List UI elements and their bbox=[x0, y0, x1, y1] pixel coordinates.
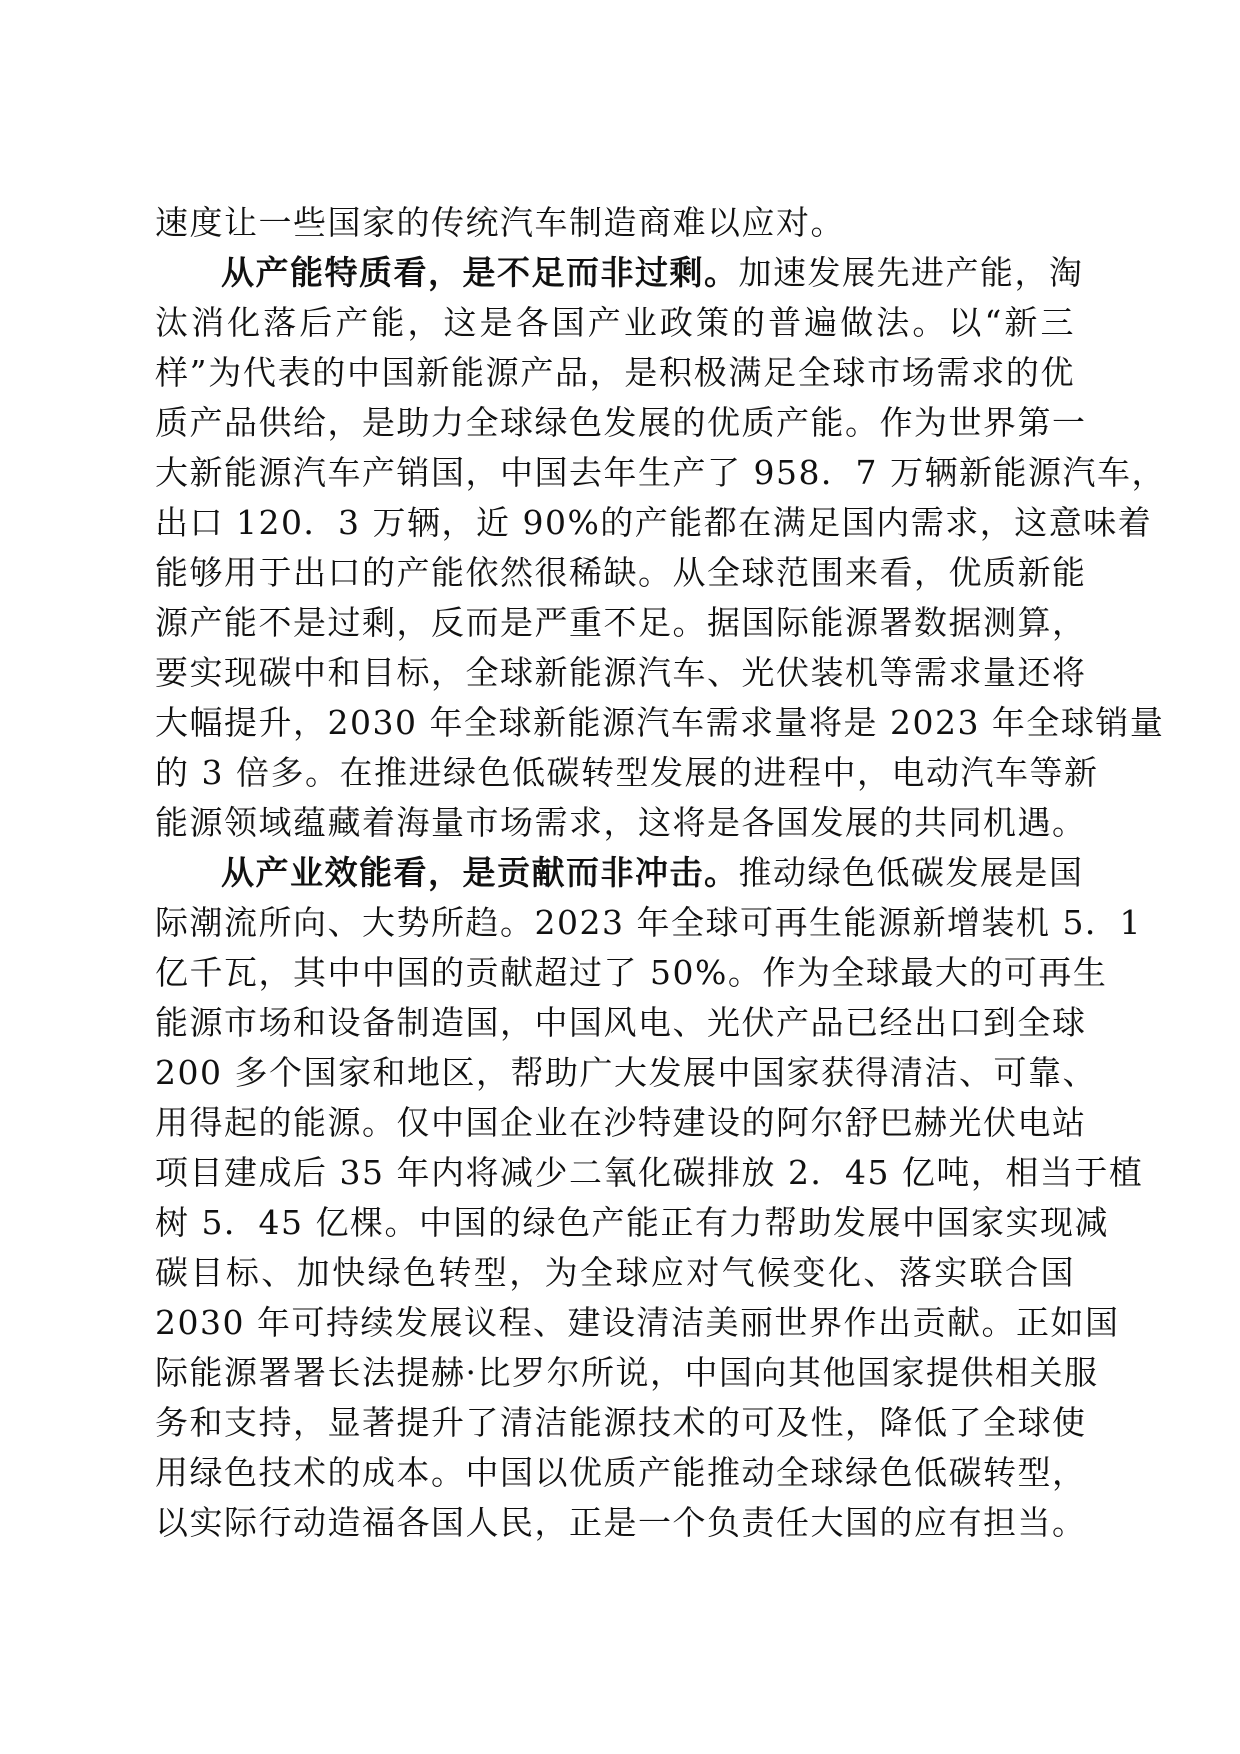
text-line: 务和支持，显著提升了清洁能源技术的可及性，降低了全球使 bbox=[155, 1403, 1087, 1442]
text-line: 能源市场和设备制造国，中国风电、光伏产品已经出口到全球 bbox=[155, 1003, 1087, 1042]
text-line: 大幅提升，2030 年全球新能源汽车需求量将是 2023 年全球销量 bbox=[155, 703, 1165, 742]
text-line: 样”为代表的中国新能源产品，是积极满足全球市场需求的优 bbox=[155, 353, 1075, 392]
text-line: 要实现碳中和目标，全球新能源汽车、光伏装机等需求量还将 bbox=[155, 653, 1087, 692]
text-line-rest: 加速发展先进产能，淘 bbox=[738, 253, 1084, 292]
paragraph-first-line bbox=[155, 848, 1084, 898]
text-line: 碳目标、加快绿色转型，为全球应对气候变化、落实联合国 bbox=[155, 1253, 1075, 1292]
text-line: 速度让一些国家的传统汽车制造商难以应对。 bbox=[155, 203, 845, 242]
text-line: 能源领域蕴藏着海量市场需求，这将是各国发展的共同机遇。 bbox=[155, 803, 1087, 842]
text-line: 树 5．45 亿棵。中国的绿色产能正有力帮助发展中国家实现减 bbox=[155, 1203, 1109, 1242]
text-line: 项目建成后 35 年内将减少二氧化碳排放 2．45 亿吨，相当于植 bbox=[155, 1153, 1144, 1192]
text-line: 出口 120．3 万辆，近 90%的产能都在满足国内需求，这意味着 bbox=[155, 503, 1153, 542]
text-line: 200 多个国家和地区，帮助广大发展中国家获得清洁、可靠、 bbox=[155, 1053, 1097, 1092]
text-line: 汰消化落后产能，这是各国产业政策的普遍做法。以“新三 bbox=[155, 303, 1075, 342]
text-line: 际能源署署长法提赫·比罗尔所说，中国向其他国家提供相关服 bbox=[155, 1353, 1099, 1392]
text-line: 能够用于出口的产能依然很稀缺。从全球范围来看，优质新能 bbox=[155, 553, 1087, 592]
text-line-rest: 推动绿色低碳发展是国 bbox=[738, 853, 1084, 892]
text-line: 大新能源汽车产销国，中国去年生产了 958．7 万辆新能源汽车， bbox=[155, 453, 1166, 492]
paragraph-heading: 从产能特质看，是不足而非过剩。 bbox=[221, 253, 739, 292]
text-line: 以实际行动造福各国人民，正是一个负责任大国的应有担当。 bbox=[155, 1503, 1087, 1542]
text-line: 用得起的能源。仅中国企业在沙特建设的阿尔舒巴赫光伏电站 bbox=[155, 1103, 1087, 1142]
text-line: 用绿色技术的成本。中国以优质产能推动全球绿色低碳转型， bbox=[155, 1453, 1087, 1492]
text-line: 际潮流所向、大势所趋。2023 年全球可再生能源新增装机 5．1 bbox=[155, 903, 1142, 942]
paragraph-heading: 从产业效能看，是贡献而非冲击。 bbox=[221, 853, 739, 892]
paragraph-first-line bbox=[155, 248, 1084, 298]
text-line: 的 3 倍多。在推进绿色低碳转型发展的进程中，电动汽车等新 bbox=[155, 753, 1099, 792]
text-line: 亿千瓦，其中中国的贡献超过了 50%。作为全球最大的可再生 bbox=[155, 953, 1108, 992]
text-line: 2030 年可持续发展议程、建设清洁美丽世界作出贡献。正如国 bbox=[155, 1303, 1120, 1342]
text-line: 质产品供给，是助力全球绿色发展的优质产能。作为世界第一 bbox=[155, 403, 1087, 442]
text-line: 源产能不是过剩，反而是严重不足。据国际能源署数据测算， bbox=[155, 603, 1087, 642]
body-text bbox=[155, 198, 1166, 1548]
